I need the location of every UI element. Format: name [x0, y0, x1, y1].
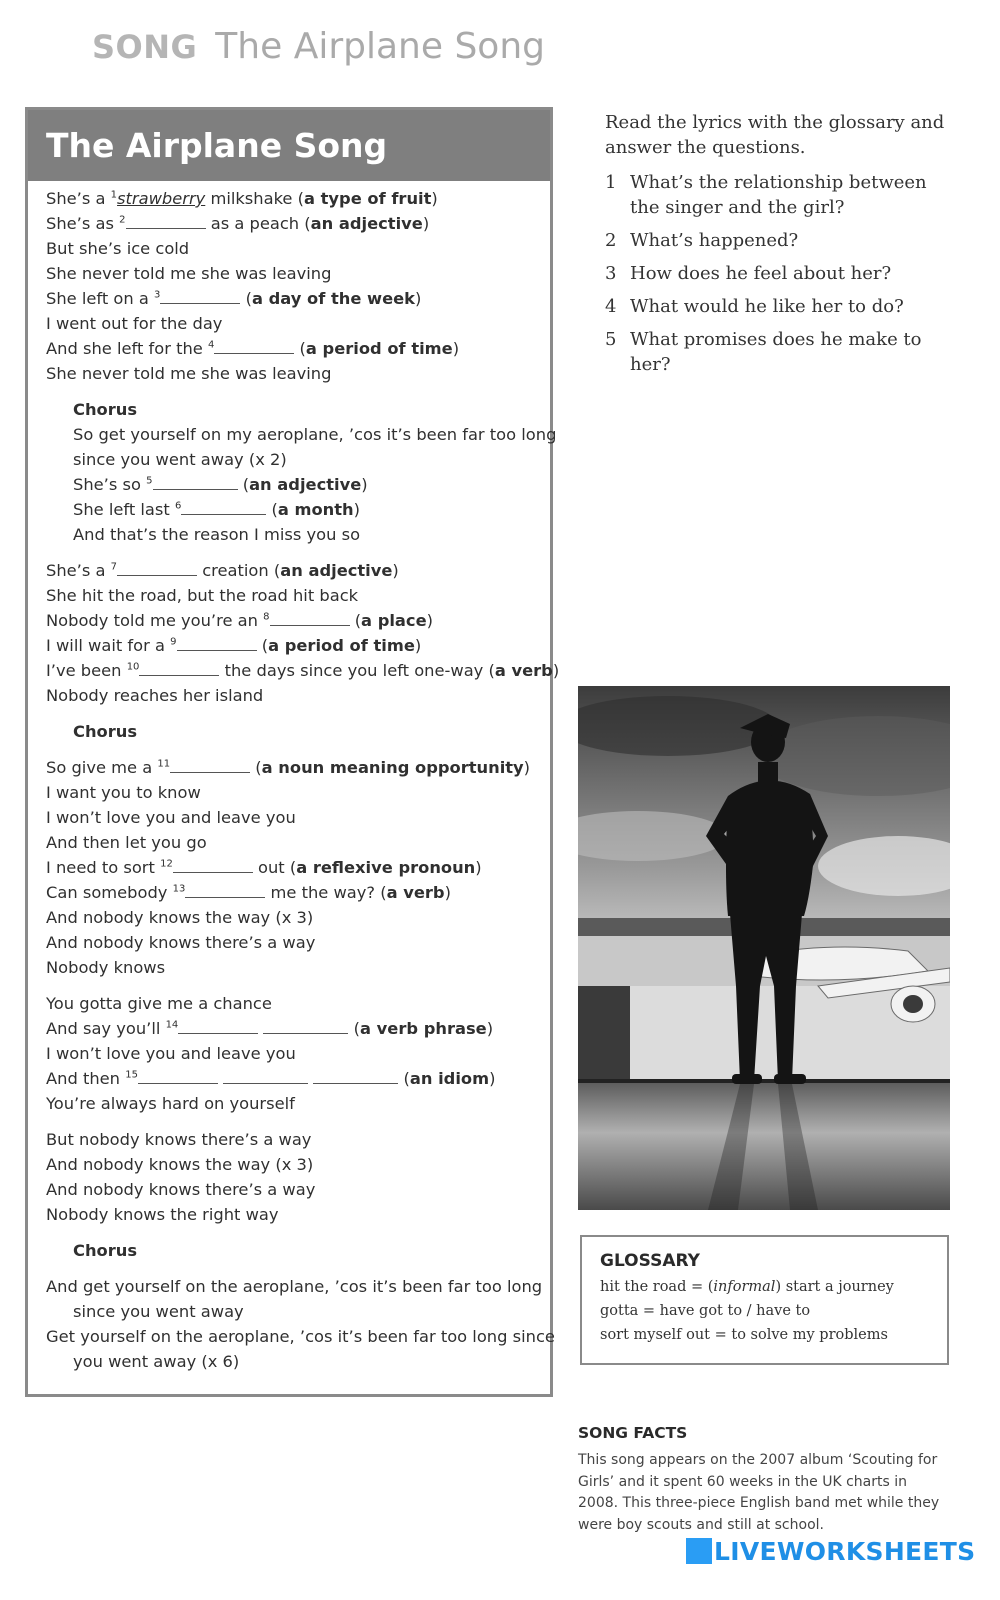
lyrics-title: The Airplane Song: [28, 110, 550, 181]
logo-mark-icon: [686, 1538, 712, 1564]
outro: [46, 1274, 555, 1374]
example-answer: strawberry: [117, 189, 206, 208]
lyric-line: I will wait for a $^9$ (a period of time): [46, 636, 422, 655]
lyric-line: She never told me she was leaving: [46, 264, 332, 283]
verse-1: [46, 186, 550, 386]
blank-15a[interactable]: [138, 1068, 218, 1084]
question-item: 3 How does he feel about her?: [605, 263, 892, 284]
question-item: 2 What’s happened?: [605, 230, 799, 251]
verse-5: [46, 1127, 550, 1227]
lyric-line: She left last $^6$ (a month): [73, 500, 361, 519]
lyric-line: She’s a $^1$strawberry milkshake (a type of fruit): [46, 189, 438, 208]
verse-2: [46, 558, 560, 708]
blank-11[interactable]: [170, 757, 250, 773]
lyric-line: I went out for the day: [46, 314, 223, 333]
question-item: 5 What promises does he make to her?: [605, 329, 922, 375]
blank-13[interactable]: [185, 882, 265, 898]
lyric-line: since you went away: [73, 1302, 244, 1321]
blank-10[interactable]: [139, 660, 219, 676]
lyric-line: And say you’ll $^{14}$ (a verb phrase): [46, 1019, 494, 1038]
page-header: [92, 26, 545, 67]
blank-15c[interactable]: [313, 1068, 398, 1084]
question-item: 4 What would he like her to do?: [605, 296, 904, 317]
question-item: 1 What’s the relationship between the singer and the girl?: [605, 172, 927, 218]
chorus-2: [46, 719, 550, 744]
chorus-1: [46, 397, 557, 547]
blank-9[interactable]: [177, 635, 257, 651]
lyric-line: She’s so $^5$ (an adjective): [73, 475, 368, 494]
glossary-title: GLOSSARY: [600, 1251, 700, 1271]
blank-7[interactable]: [117, 560, 197, 576]
section-label: SONG: [92, 28, 198, 66]
blank-2[interactable]: [126, 213, 206, 229]
lyric-line: And then let you go: [46, 833, 207, 852]
blank-5[interactable]: [153, 474, 238, 490]
lyric-line: She left on a $^3$ (a day of the week): [46, 289, 422, 308]
blank-8[interactable]: [270, 610, 350, 626]
lyric-line: Nobody knows the right way: [46, 1205, 279, 1224]
glossary-entry: gotta = have got to / have to: [600, 1303, 811, 1319]
lyric-line: Nobody told me you’re an $^8$ (a place): [46, 611, 433, 630]
lyric-line: And nobody knows there’s a way: [46, 933, 316, 952]
blank-6[interactable]: [181, 499, 266, 515]
lyric-line: She’s a $^7$ creation (an adjective): [46, 561, 399, 580]
lyric-line: since you went away (x 2): [73, 450, 287, 469]
lyric-line: But she’s ice cold: [46, 239, 190, 258]
lyric-line: She’s as $^2$ as a peach (an adjective): [46, 214, 430, 233]
lyric-line: You’re always hard on yourself: [46, 1094, 295, 1113]
glossary-box: [580, 1235, 949, 1365]
lyric-line: So give me a $^{11}$ (a noun meaning opportunity): [46, 758, 531, 777]
lyric-line: And nobody knows the way (x 3): [46, 908, 314, 927]
lyric-line: And get yourself on the aeroplane, ’cos it’s been far too long: [46, 1277, 543, 1296]
liveworksheets-logo: [686, 1536, 975, 1566]
lyric-line: And nobody knows there’s a way: [46, 1180, 316, 1199]
chorus-label: Chorus: [73, 722, 138, 741]
lyric-line: Get yourself on the aeroplane, ’cos it’s been far too long since: [46, 1327, 555, 1346]
song-facts-text: This song appears on the 2007 album ‘Scouting for Girls’ and it spent 60 weeks in the UK charts in 2008. This three-piece English band met while they were boy scouts and still at school.: [578, 1452, 940, 1533]
blank-3[interactable]: [160, 288, 240, 304]
lyric-line: I’ve been $^{10}$ the days since you left one-way (a verb): [46, 661, 560, 680]
lyric-line: I won’t love you and leave you: [46, 1044, 296, 1063]
questions-intro: Read the lyrics with the glossary and answer the questions.: [605, 112, 945, 158]
song-facts-title: SONG FACTS: [578, 1424, 688, 1442]
lyrics-box: [25, 107, 560, 1397]
lyric-line: But nobody knows there’s a way: [46, 1130, 312, 1149]
glossary-entry: sort myself out = to solve my problems: [600, 1327, 888, 1343]
song-facts: [578, 1424, 950, 1536]
lyric-line: She hit the road, but the road hit back: [46, 586, 359, 605]
lyric-line: She never told me she was leaving: [46, 364, 332, 383]
verse-4: [46, 991, 550, 1116]
logo-text: LIVEWORKSHEETS: [714, 1536, 976, 1566]
lyric-line: you went away (x 6): [73, 1352, 240, 1371]
lyric-line: Nobody knows: [46, 958, 166, 977]
verse-3: [46, 755, 550, 980]
lyrics-body: [28, 181, 560, 1374]
chorus-label: Chorus: [73, 400, 138, 419]
lyric-line: Nobody reaches her island: [46, 686, 264, 705]
lyric-line: I want you to know: [46, 783, 201, 802]
lyric-line: And nobody knows the way (x 3): [46, 1155, 314, 1174]
lyric-line: So get yourself on my aeroplane, ’cos it’s been far too long: [73, 425, 557, 444]
lyric-line: And then $^{15}$ (an idiom): [46, 1069, 496, 1088]
blank-4[interactable]: [214, 338, 294, 354]
chorus-3: [46, 1238, 550, 1263]
lyric-line: And she left for the $^4$ (a period of time): [46, 339, 460, 358]
chorus-label: Chorus: [73, 1241, 138, 1260]
lyric-line: You gotta give me a chance: [46, 994, 272, 1013]
blank-14a[interactable]: [178, 1018, 258, 1034]
questions-panel: [605, 110, 945, 385]
page-title: The Airplane Song: [215, 26, 545, 67]
lyric-line: I won’t love you and leave you: [46, 808, 296, 827]
glossary-entry: hit the road = (informal) start a journey: [600, 1279, 894, 1295]
blank-15b[interactable]: [223, 1068, 308, 1084]
lyric-line: I need to sort $^{12}$ out (a reflexive pronoun): [46, 858, 482, 877]
airport-photo: [578, 686, 950, 1210]
blank-12[interactable]: [173, 857, 253, 873]
blank-14b[interactable]: [263, 1018, 348, 1034]
lyric-line: And that’s the reason I miss you so: [73, 525, 361, 544]
lyric-line: Can somebody $^{13}$ me the way? (a verb): [46, 883, 451, 902]
